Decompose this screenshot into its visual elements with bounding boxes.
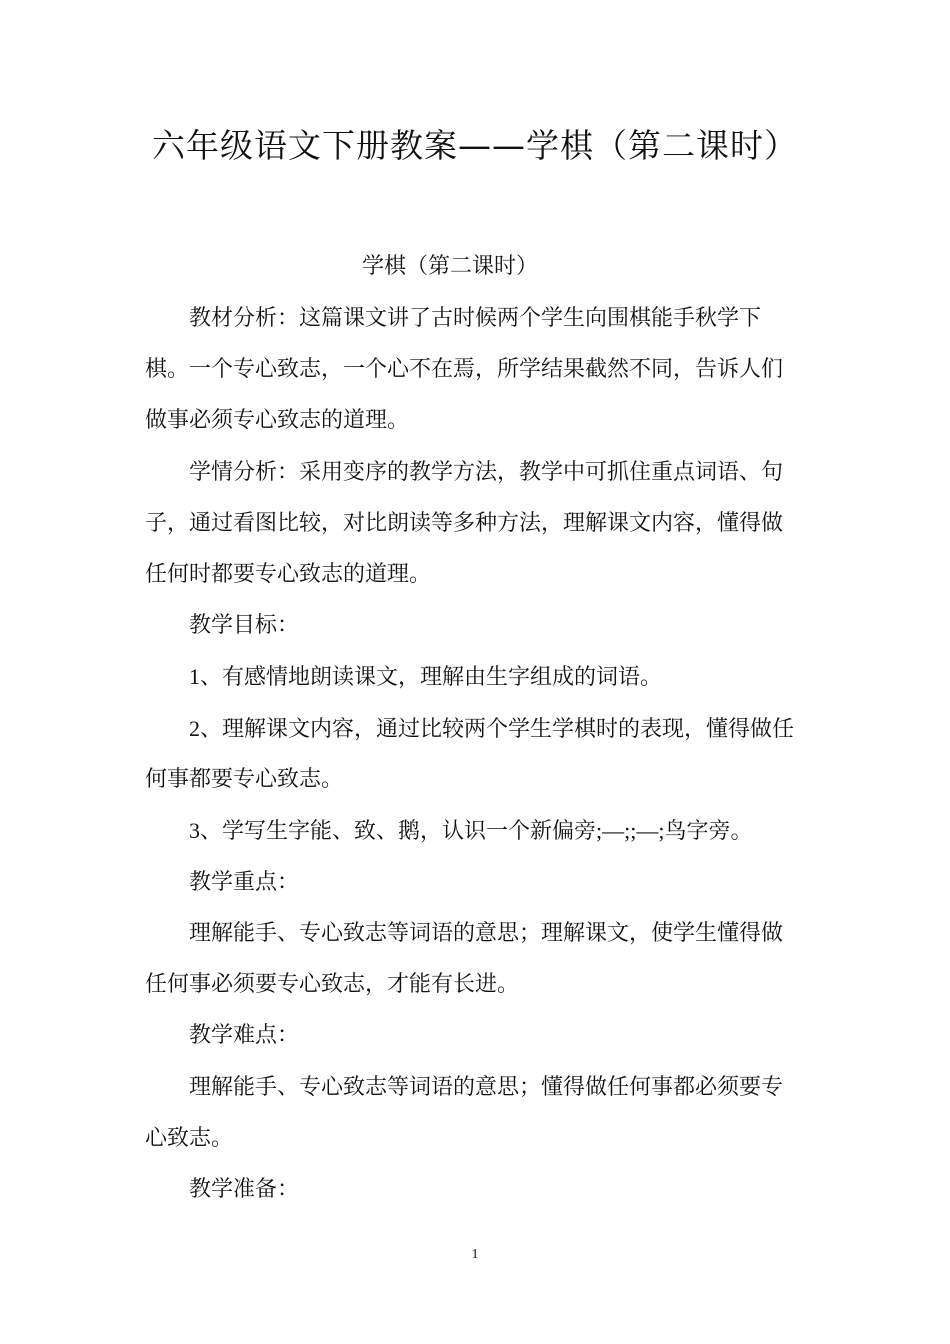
section-heading: 教学重点：: [189, 870, 300, 895]
objective-text: 、理解课文内容，通过比较两个学生学棋时的表现，懂得做任: [200, 717, 795, 742]
objective-item: [189, 816, 752, 847]
paragraph-line: 任何时都要专心致志的道理。: [145, 562, 432, 587]
paragraph-line: 理解能手、专心致志等词语的意思；懂得做任何事都必须要专: [189, 1075, 784, 1100]
objective-number: 2: [189, 716, 200, 741]
paragraph-line: 何事都要专心致志。: [145, 767, 344, 792]
objective-item: [189, 714, 794, 745]
objective-number: 1: [189, 664, 200, 689]
radical-symbol: ;—;;—;: [596, 818, 665, 843]
paragraph-line: 棋。一个专心致志，一个心不在焉，所学结果截然不同，告诉人们: [145, 357, 784, 382]
objective-number: 3: [189, 818, 200, 843]
document-title: 六年级语文下册教案——学棋（第二课时）: [152, 126, 798, 165]
paragraph-line: 学情分析：采用变序的教学方法，教学中可抓住重点词语、句: [189, 460, 784, 485]
lesson-subtitle: 学棋（第二课时）: [361, 254, 538, 279]
section-heading: 教学难点：: [189, 1023, 300, 1048]
section-heading: 教学准备：: [189, 1177, 300, 1202]
paragraph-line: 做事必须专心致志的道理。: [145, 408, 410, 433]
section-heading: 教学目标：: [189, 613, 300, 638]
paragraph-line: 任何事必须要专心致志，才能有长进。: [145, 972, 520, 997]
objective-text: 、学写生字能、致、鹅，认识一个新偏旁: [200, 819, 597, 844]
page-number: 1: [471, 1247, 479, 1262]
paragraph-line: 理解能手、专心致志等词语的意思；理解课文，使学生懂得做: [189, 921, 784, 946]
objective-text: 、有感情地朗读课文，理解由生字组成的词语。: [200, 665, 663, 690]
objective-text: 鸟字旁。: [664, 819, 753, 844]
paragraph-line: 子，通过看图比较，对比朗读等多种方法，理解课文内容，懂得做: [145, 511, 784, 536]
objective-item: [189, 662, 662, 693]
paragraph-line: 教材分析：这篇课文讲了古时候两个学生向围棋能手秋学下: [189, 306, 762, 331]
paragraph-line: 心致志。: [145, 1126, 234, 1151]
